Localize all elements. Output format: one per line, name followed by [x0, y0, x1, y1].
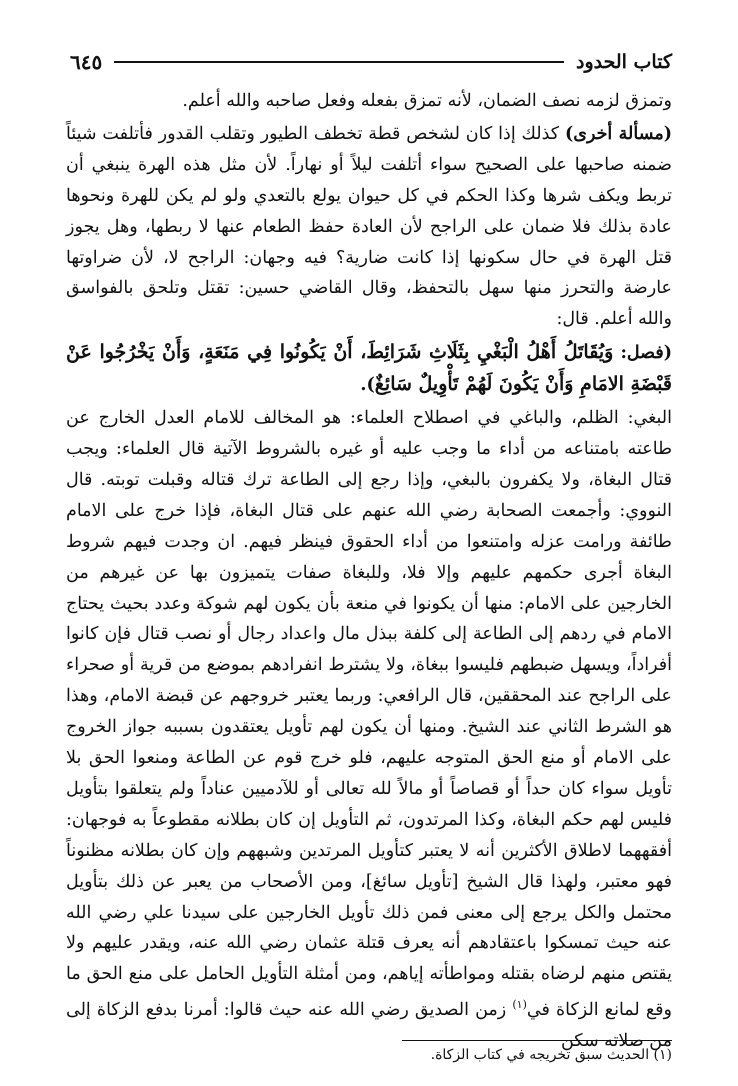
footnote-rule — [402, 1040, 672, 1041]
footnote-1: (١) الحديث سبق تخريجه في كتاب الزكاة. — [430, 1047, 672, 1063]
matn-quote: وَيُقَاتَلُ أَهْلُ الْبَغْيِ بِثَلَاثِ شَرَائِطَ، أَنْ يَكُونُوا فِي مَنَعَةٍ، وَأَنْ يَخْرُجُوا عَنْ قَبْضَةِ الامَامِ وَأَنْ يَكُونَ لَهُمْ تَأْوِيلٌ سَائِغٌ — [66, 341, 672, 396]
running-title: كتاب الحدود — [575, 51, 672, 73]
paragraph-1 — [66, 86, 672, 117]
paragraph-2 — [66, 119, 672, 335]
quote-close: ). — [360, 375, 375, 396]
main-text — [66, 86, 672, 1057]
footnote-marker[interactable]: (١) — [512, 998, 527, 1012]
page-header — [70, 44, 672, 80]
matn-quote-paragraph — [66, 337, 672, 401]
header-rule — [114, 61, 564, 63]
paragraph-4-after: زمن الصديق رضي الله عنه حيث قالوا: أمرنا بدفع الزكاة إلى من صلاته سكن — [66, 1000, 672, 1052]
paragraph-4 — [66, 403, 672, 1057]
paragraph-2-text: كذلك إذا كان لشخص قطة تخطف الطيور وتقلب القدور فأتلفت شيئاً ضمنه صاحبها على الصحيح سواء أتلفت ليلاً أو نهاراً. لأن مثل هذه الهرة ينبغي أن تربط ويكف شرها وكذا الحكم في كل حيوان يولع بالتعدي ولو لم يكن للهرة ونحوها عادة بذلك فلا ضمان على الراجح لأن العادة حفظ الطعام عنها لا ربطها، وهل يجوز قتل الهرة في حال سكونها إذا كانت ضارية؟ فيه وجهان: الراجح لا، لأن ضراوتها عارضة والتحرز منها سهل بالتحفظ، وقال القاضي حسين: تقتل وتلحق بالفواسق والله أعلم. قال: — [66, 123, 672, 330]
footnotes — [66, 1040, 672, 1063]
paragraph-1-text: وتمزق لزمه نصف الضمان، لأنه تمزق بفعله وفعل صاحبه والله أعلم. — [182, 91, 672, 111]
paragraph-4-text: البغي: الظلم، والباغي في اصطلاح العلماء: هو المخالف للامام العدل الخارج عن طاعته بامتناعه من أداء ما وجب عليه أو غيره بالشروط الآتية قال العلماء: ويجب قتال البغاة، ولا يكفرون بالبغي، وإذا رجع إلى الطاعة ترك قتاله وقبلت توبته. قال النووي: وأجمعت الصحابة رضي الله عنهم على قتال البغاة، فإذا خرج على الامام طائفة ورامت عزله وامتنعوا من أداء الحقوق فينظر فيهم. ان وجدت فيهم شروط البغاة أجرى حكمهم عليهم وإلا فلا، وللبغاة صفات يتميزون بها عن غيرهم من الخارجين على الامام: منها أن يكونوا في منعة بأن يكون لهم شوكة وعدد بحيث يحتاج الامام في ردهم إلى الطاعة إلى كلفة ببذل مال واعداد رجال أو نصب قتال فإن كانوا أفراداً، ويسهل ضبطهم فليسوا ببغاة، ولا يشترط انفرادهم بموضع من قرية أو صحراء على الراجح عند المحققين، قال الرافعي: وربما يعتبر خروجهم عن قبضة الامام، وهذا هو الشرط الثاني عند الشيخ. ومنها أن يكون لهم تأويل يعتقدون بسببه جواز الخروج على الامام أو منع الحق المتوجه عليهم، فلو خرج قوم عن الطاعة ومنعوا الحق بلا تأويل سواء كان حداً أو قصاصاً أو مالاً لله تعالى أو للآدميين عناداً ولم يتعلقوا بتأويل فليس لهم حكم البغاة، وكذا المرتدون، ثم التأويل إن كان بطلانه مقطوعاً به فوجهان: أفقههما لاطلاق الأكثرين أنه لا يعتبر كتأويل المرتدين وشبههم وإن كان بطلانه مظنوناً فهو معتبر، ولهذا قال الشيخ [تأويل سائغ]، ومن الأصحاب من يعبر عن ذلك بتأويل محتمل والكل يرجع إلى معنى فمن ذلك تأويل الخارجين على سيدنا علي رضي الله عنه حيث تمسكوا باعتقادهم أنه يعرف قتلة عثمان رضي الله عنه، ويقدر عليهم ولا يقتص منهم لرضاه بقتله ومواطأته إياهم، ومن أمثلة التأويل الحامل على منع الحق ما وقع لمانع الزكاة في — [66, 408, 672, 1021]
issue-heading: (مسألة أخرى) — [564, 123, 672, 144]
page-number: ٦٤٥ — [70, 50, 103, 74]
section-label: (فصل: — [613, 343, 672, 364]
